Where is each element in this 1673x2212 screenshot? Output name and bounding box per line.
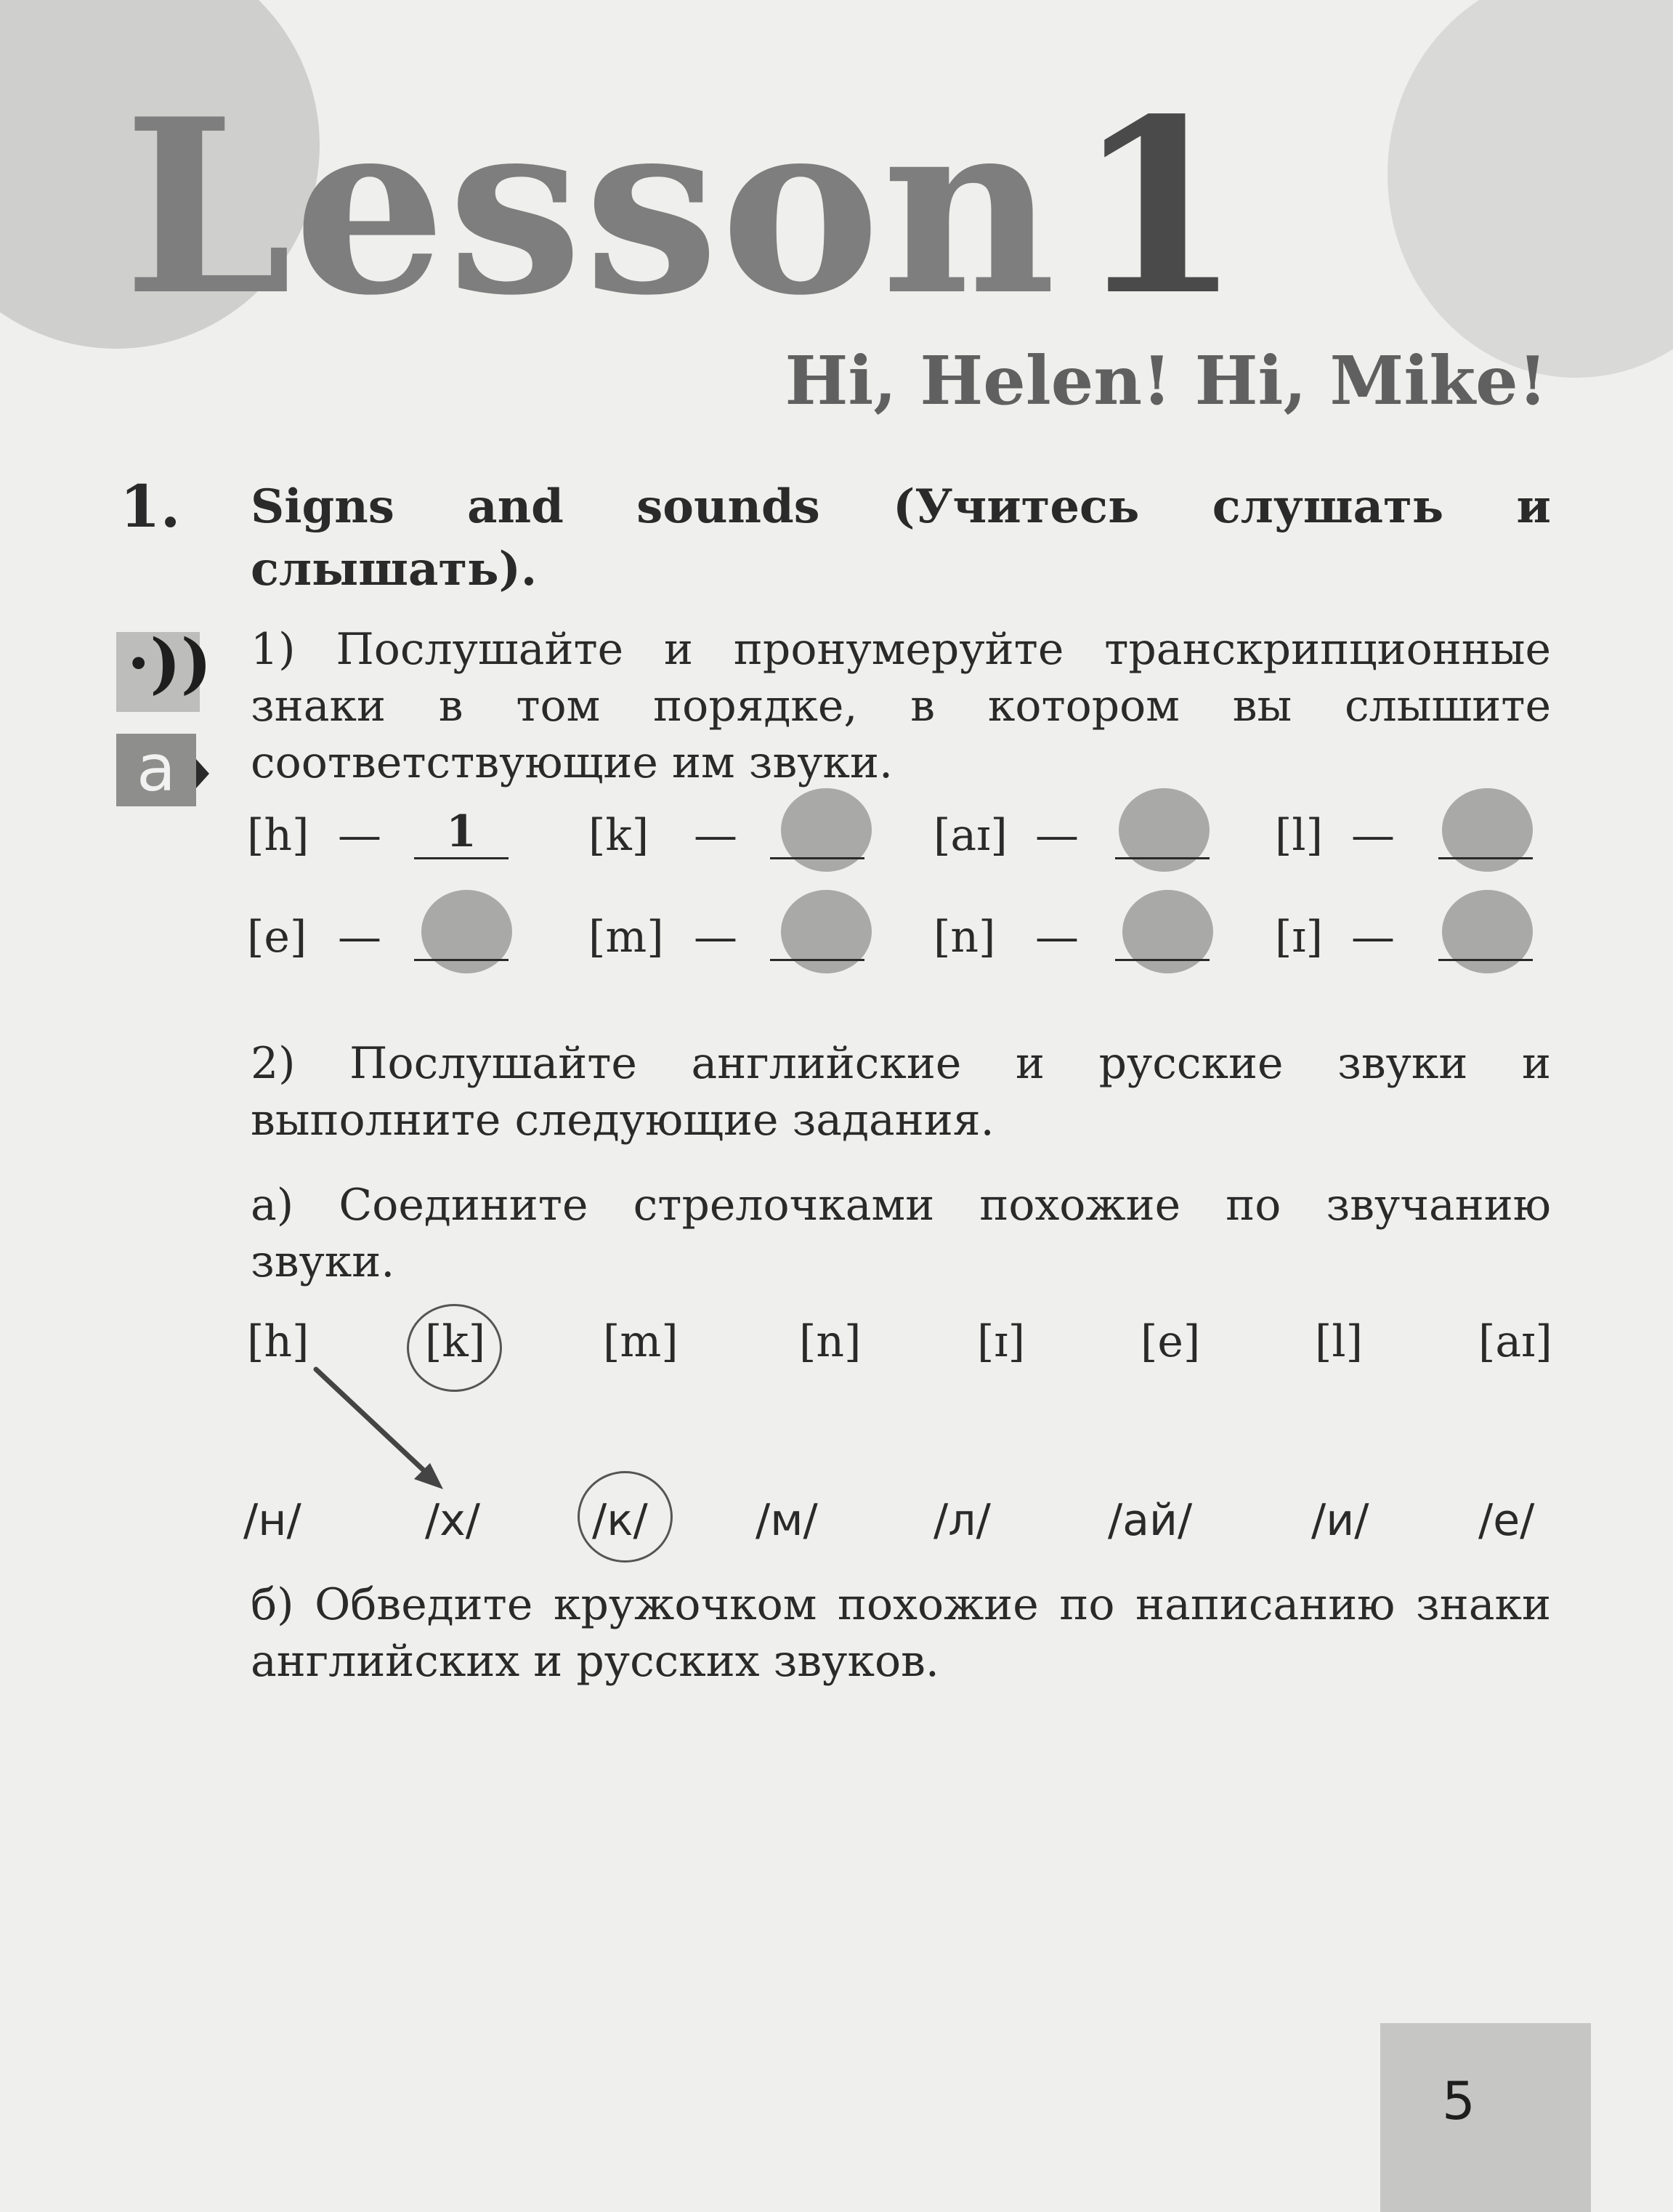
russian-sound[interactable]: /и/ xyxy=(1311,1495,1369,1546)
english-sound[interactable]: [n] xyxy=(799,1316,862,1367)
symbol-n: [n] xyxy=(933,912,996,963)
symbol-h: [h] xyxy=(247,810,309,861)
symbol-l: [l] xyxy=(1275,810,1324,861)
dash: — xyxy=(1035,810,1079,861)
russian-sound[interactable]: /е/ xyxy=(1478,1495,1535,1546)
symbol-i: [ɪ] xyxy=(1275,912,1324,963)
answer-line[interactable] xyxy=(770,857,864,859)
task-b-instructions: б) Обведите кружочком похожие по написанию знаки английских и русских звуков. xyxy=(251,1579,1551,1687)
part1-instructions: 1) Послушайте и пронумеруйте транскрипционные знаки в том порядке, в котором вы слышите соответствующие им звуки. xyxy=(251,624,1551,788)
english-sound[interactable]: [m] xyxy=(603,1316,678,1367)
page-number-tab xyxy=(1380,2023,1591,2212)
answer-arrow xyxy=(305,1358,465,1504)
english-sound[interactable]: [h] xyxy=(247,1316,309,1367)
english-sound[interactable]: [e] xyxy=(1141,1316,1201,1367)
play-triangle-icon xyxy=(196,759,209,788)
russian-sound[interactable]: /н/ xyxy=(243,1495,301,1546)
russian-sound[interactable]: /ай/ xyxy=(1108,1495,1193,1546)
symbol-e: [e] xyxy=(247,912,307,963)
letter-a-icon: a xyxy=(116,734,196,806)
answer-value: 1 xyxy=(446,806,477,857)
english-sound[interactable]: [l] xyxy=(1315,1316,1364,1367)
russian-sound[interactable]: /х/ xyxy=(425,1495,480,1546)
dash: — xyxy=(1351,810,1395,861)
answer-line[interactable] xyxy=(1115,857,1210,859)
dash: — xyxy=(338,810,381,861)
lesson-number: 1 xyxy=(1075,66,1242,348)
symbol-m: [m] xyxy=(588,912,664,963)
answer-line[interactable] xyxy=(1438,959,1533,961)
english-sound[interactable]: [ɪ] xyxy=(977,1316,1026,1367)
audio-icon[interactable]: ·)) xyxy=(127,625,212,702)
symbol-ai: [aɪ] xyxy=(933,810,1008,861)
answer-line[interactable] xyxy=(414,959,509,961)
lesson-title: Lesson xyxy=(123,66,1058,348)
english-sound[interactable]: [k] xyxy=(425,1316,486,1367)
russian-sound[interactable]: /к/ xyxy=(592,1495,648,1546)
decorative-circle-right xyxy=(1388,0,1673,378)
exercise-number: 1. xyxy=(120,472,181,540)
russian-sound[interactable]: /м/ xyxy=(756,1495,818,1546)
dash: — xyxy=(694,810,737,861)
task-a-instructions: а) Соедините стрелочками похожие по звучанию звуки. xyxy=(251,1180,1551,1287)
answer-line[interactable] xyxy=(1438,857,1533,859)
dash: — xyxy=(338,912,381,963)
english-sound[interactable]: [aɪ] xyxy=(1478,1316,1552,1367)
russian-sound[interactable]: /л/ xyxy=(933,1495,991,1546)
dash: — xyxy=(694,912,737,963)
answer-line[interactable] xyxy=(770,959,864,961)
part2-instructions: 2) Послушайте английские и русские звуки и выполните следующие задания. xyxy=(251,1038,1551,1146)
dash: — xyxy=(1035,912,1079,963)
page-number: 5 xyxy=(1442,2070,1475,2131)
answer-line[interactable] xyxy=(414,857,509,859)
dash: — xyxy=(1351,912,1395,963)
answer-line[interactable] xyxy=(1115,959,1210,961)
lesson-subtitle: Hi, Helen! Hi, Mike! xyxy=(785,341,1547,420)
symbol-k: [k] xyxy=(588,810,649,861)
exercise-title: Signs and sounds (Учитесь слушать и слышать). xyxy=(251,479,1551,596)
